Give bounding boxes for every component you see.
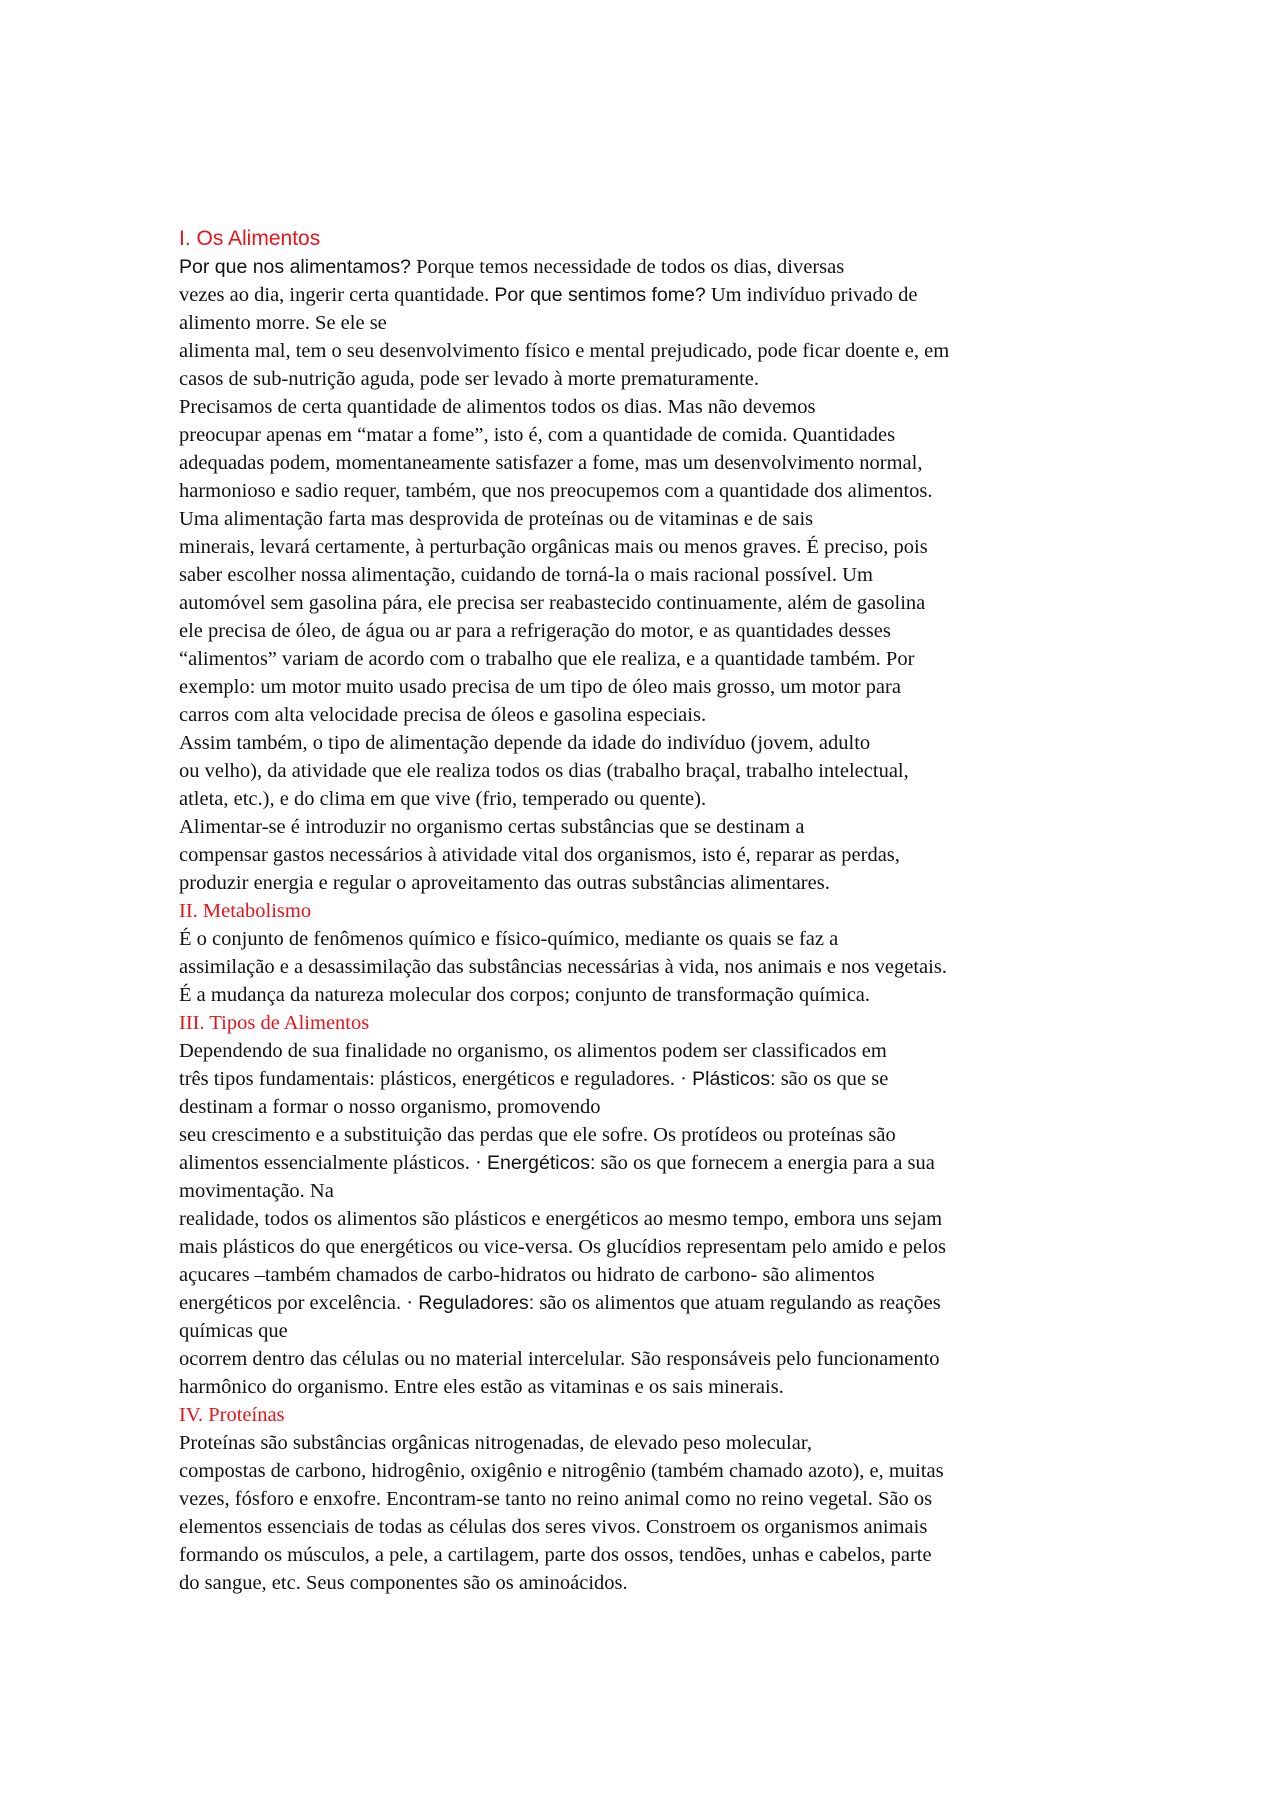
paragraph-line: [179, 1065, 1109, 1093]
paragraph-line: [179, 1233, 1109, 1261]
text-run: mais plásticos do que energéticos ou vice-versa. Os glucídios representam pelo amido e pelos: [179, 1236, 947, 1258]
paragraph-line: [179, 1261, 1109, 1289]
paragraph-line: [179, 1541, 1109, 1569]
paragraph-line: [179, 673, 1109, 701]
text-run: são os alimentos que atuam regulando as reações: [534, 1292, 941, 1314]
paragraph-line: [179, 1373, 1109, 1401]
paragraph-line: [179, 981, 1109, 1009]
text-run: movimentação. Na: [179, 1180, 334, 1202]
paragraph-line: [179, 1205, 1109, 1233]
text-run: preocupar apenas em “matar a fome”, isto é, com a quantidade de comida. Quantidades: [179, 424, 896, 446]
paragraph-line: [179, 841, 1109, 869]
text-run: Dependendo de sua finalidade no organismo, os alimentos podem ser classificados em: [179, 1040, 887, 1062]
paragraph-line: [179, 1121, 1109, 1149]
section-heading: IV. Proteínas: [179, 1404, 285, 1426]
text-run: harmonioso e sadio requer, também, que nos preocupemos com a quantidade dos alimentos.: [179, 480, 933, 502]
text-run: adequadas podem, momentaneamente satisfazer a fome, mas um desenvolvimento normal,: [179, 452, 923, 474]
paragraph-line: [179, 589, 1109, 617]
paragraph-line: [179, 1513, 1109, 1541]
text-run: alimento morre. Se ele se: [179, 312, 387, 334]
question-phrase: Por que sentimos fome?: [494, 284, 706, 306]
paragraph-line: [179, 925, 1109, 953]
question-phrase: Plásticos:: [692, 1068, 776, 1090]
paragraph-line: [179, 1345, 1109, 1373]
question-phrase: Reguladores:: [418, 1292, 535, 1314]
paragraph-line: [179, 813, 1109, 841]
paragraph-line: [179, 757, 1109, 785]
text-run: É o conjunto de fenômenos químico e físico-químico, mediante os quais se faz a: [179, 928, 839, 950]
question-phrase: Por que nos alimentamos?: [179, 256, 411, 278]
text-run: alimenta mal, tem o seu desenvolvimento físico e mental prejudicado, pode ficar doente e, em: [179, 340, 950, 362]
paragraph-line: [179, 1485, 1109, 1513]
text-run: açucares –também chamados de carbo-hidratos ou hidrato de carbono- são alimentos: [179, 1264, 875, 1286]
paragraph-line: [179, 1149, 1109, 1177]
paragraph-line: [179, 365, 1109, 393]
text-run: produzir energia e regular o aproveitamento das outras substâncias alimentares.: [179, 872, 830, 894]
paragraph-line: [179, 729, 1109, 757]
text-run: ou velho), da atividade que ele realiza todos os dias (trabalho braçal, trabalho intelectual,: [179, 760, 909, 782]
text-run: carros com alta velocidade precisa de óleos e gasolina especiais.: [179, 704, 707, 726]
text-run: Uma alimentação farta mas desprovida de proteínas ou de vitaminas e de sais: [179, 508, 814, 530]
paragraph-line: [179, 393, 1109, 421]
paragraph-line: [179, 505, 1109, 533]
text-run: alimentos essencialmente plásticos. ·: [179, 1152, 487, 1174]
text-run: elementos essenciais de todas as células dos seres vivos. Constroem os organismos animais: [179, 1516, 928, 1538]
paragraph-line: [179, 1177, 1109, 1205]
text-run: químicas que: [179, 1320, 288, 1342]
paragraph-line: [179, 449, 1109, 477]
text-run: compostas de carbono, hidrogênio, oxigênio e nitrogênio (também chamado azoto), e, muitas: [179, 1460, 944, 1482]
paragraph-line: [179, 1037, 1109, 1065]
text-run: minerais, levará certamente, à perturbação orgânicas mais ou menos graves. É preciso, pois: [179, 536, 928, 558]
paragraph-line: [179, 1429, 1109, 1457]
text-run: exemplo: um motor muito usado precisa de um tipo de óleo mais grosso, um motor para: [179, 676, 901, 698]
text-run: são os que se: [775, 1068, 889, 1090]
section-heading: II. Metabolismo: [179, 900, 312, 922]
text-run: realidade, todos os alimentos são plásticos e energéticos ao mesmo tempo, embora uns sejam: [179, 1208, 943, 1230]
paragraph-line: [179, 953, 1109, 981]
text-run: são os que fornecem a energia para a sua: [595, 1152, 935, 1174]
text-run: energéticos por excelência. ·: [179, 1292, 419, 1314]
text-run: automóvel sem gasolina pára, ele precisa ser reabastecido continuamente, além de gasolina: [179, 592, 926, 614]
document-body: [179, 225, 1109, 1597]
paragraph-line: [179, 617, 1109, 645]
text-run: seu crescimento e a substituição das perdas que ele sofre. Os protídeos ou proteínas são: [179, 1124, 896, 1146]
text-run: ele precisa de óleo, de água ou ar para a refrigeração do motor, e as quantidades desses: [179, 620, 891, 642]
text-run: Alimentar-se é introduzir no organismo certas substâncias que se destinam a: [179, 816, 805, 838]
text-run: Assim também, o tipo de alimentação depende da idade do indivíduo (jovem, adulto: [179, 732, 871, 754]
text-run: destinam a formar o nosso organismo, promovendo: [179, 1096, 601, 1118]
section-heading: I. Os Alimentos: [179, 227, 321, 250]
paragraph-line: [179, 1457, 1109, 1485]
text-run: atleta, etc.), e do clima em que vive (frio, temperado ou quente).: [179, 788, 707, 810]
text-run: três tipos fundamentais: plásticos, energéticos e reguladores. ·: [179, 1068, 693, 1090]
text-run: compensar gastos necessários à atividade vital dos organismos, isto é, reparar as perdas,: [179, 844, 900, 866]
text-run: É a mudança da natureza molecular dos corpos; conjunto de transformação química.: [179, 984, 871, 1006]
text-run: Porque temos necessidade de todos os dias, diversas: [410, 256, 845, 278]
text-run: ocorrem dentro das células ou no material intercelular. São responsáveis pelo funcionamento: [179, 1348, 940, 1370]
text-run: formando os músculos, a pele, a cartilagem, parte dos ossos, tendões, unhas e cabelos, parte: [179, 1544, 932, 1566]
paragraph-line: [179, 1289, 1109, 1317]
text-run: “alimentos” variam de acordo com o trabalho que ele realiza, e a quantidade também. Por: [179, 648, 915, 670]
text-run: vezes ao dia, ingerir certa quantidade.: [179, 284, 495, 306]
paragraph-line: [179, 1093, 1109, 1121]
paragraph-line: [179, 561, 1109, 589]
text-run: harmônico do organismo. Entre eles estão as vitaminas e os sais minerais.: [179, 1376, 784, 1398]
paragraph-line: [179, 701, 1109, 729]
paragraph-line: [179, 477, 1109, 505]
text-run: assimilação e a desassimilação das substâncias necessárias à vida, nos animais e nos vegetais.: [179, 956, 947, 978]
paragraph-line: [179, 785, 1109, 813]
text-run: Proteínas são substâncias orgânicas nitrogenadas, de elevado peso molecular,: [179, 1432, 812, 1454]
text-run: do sangue, etc. Seus componentes são os aminoácidos.: [179, 1572, 628, 1594]
paragraph-line: [179, 309, 1109, 337]
paragraph-line: [179, 253, 1109, 281]
text-run: casos de sub-nutrição aguda, pode ser levado à morte prematuramente.: [179, 368, 760, 390]
text-run: Precisamos de certa quantidade de alimentos todos os dias. Mas não devemos: [179, 396, 816, 418]
paragraph-line: [179, 1569, 1109, 1597]
question-phrase: Energéticos:: [486, 1152, 596, 1174]
paragraph-line: [179, 421, 1109, 449]
section-heading: III. Tipos de Alimentos: [179, 1012, 370, 1034]
text-run: Um indivíduo privado de: [705, 284, 918, 306]
text-run: saber escolher nossa alimentação, cuidando de torná-la o mais racional possível. Um: [179, 564, 873, 586]
paragraph-line: [179, 1317, 1109, 1345]
paragraph-line: [179, 645, 1109, 673]
paragraph-line: [179, 869, 1109, 897]
text-run: vezes, fósforo e enxofre. Encontram-se tanto no reino animal como no reino vegetal. São os: [179, 1488, 933, 1510]
paragraph-line: [179, 533, 1109, 561]
paragraph-line: [179, 281, 1109, 309]
paragraph-line: [179, 337, 1109, 365]
